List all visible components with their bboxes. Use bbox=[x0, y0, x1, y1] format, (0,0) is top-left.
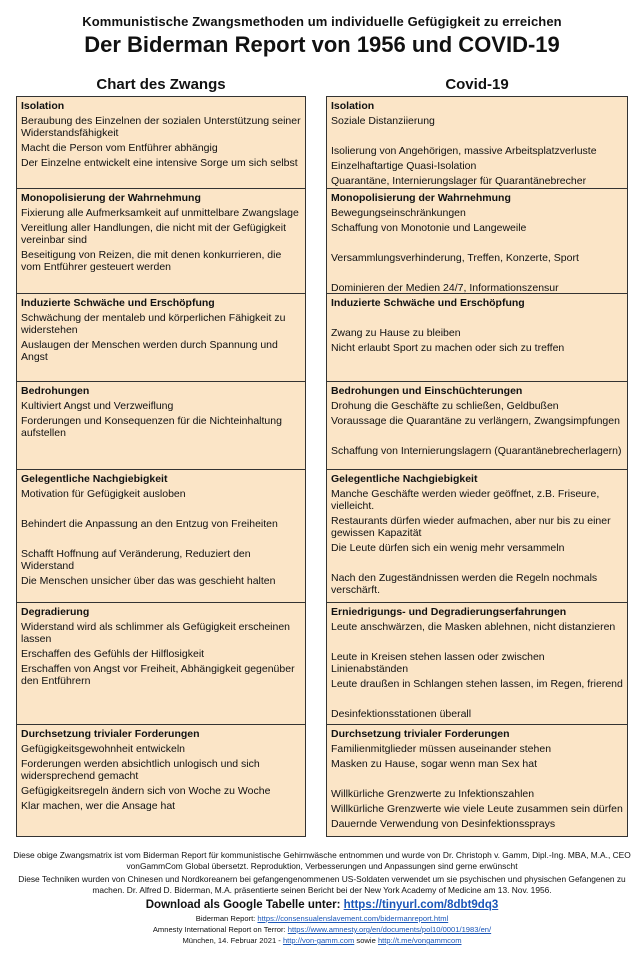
list-item: Leute draußen in Schlangen stehen lassen, im Regen, frierend bbox=[331, 678, 623, 690]
list-item: Schaffung von Internierungslagern (Quarantänebrecherlagern) bbox=[331, 445, 622, 457]
section-threats-left bbox=[16, 381, 306, 469]
list-item: Kultiviert Angst und Verzweiflung bbox=[21, 400, 174, 412]
list-item: Willkürliche Grenzwerte zu Infektionszahlen bbox=[331, 788, 535, 800]
section-title: Gelegentliche Nachgiebigkeit bbox=[331, 473, 478, 485]
reference-label: München, 14. Februar 2021 - bbox=[182, 936, 281, 945]
list-item: Macht die Person vom Entführer abhängig bbox=[21, 142, 218, 154]
list-item: Zwang zu Hause zu bleiben bbox=[331, 327, 461, 339]
section-title: Monopolisierung der Wahrnehmung bbox=[331, 192, 511, 204]
section-weakness-left bbox=[16, 293, 306, 381]
download-line bbox=[10, 899, 634, 911]
list-item: Leute anschwärzen, die Masken ablehnen, nicht distanzieren bbox=[331, 621, 616, 633]
section-indulgence-left bbox=[16, 469, 306, 602]
list-item: Schaffung von Monotonie und Langeweile bbox=[331, 222, 527, 234]
section-trivial-demands-right bbox=[326, 724, 628, 837]
von-gamm-link[interactable]: http://von-gamm.com bbox=[282, 936, 355, 945]
section-title: Induzierte Schwäche und Erschöpfung bbox=[331, 297, 525, 309]
list-item: Restaurants dürfen wieder aufmachen, aber nur bis zu einer gewissen Kapazität bbox=[331, 515, 611, 539]
section-title: Bedrohungen und Einschüchterungen bbox=[331, 385, 523, 397]
list-item: Quarantäne, Internierungslager für Quarantänebrecher bbox=[331, 175, 587, 187]
reference-connector: sowie bbox=[356, 936, 376, 945]
list-item: Nicht erlaubt Sport zu machen oder sich zu treffen bbox=[331, 342, 565, 354]
list-item: Forderungen und Konsequenzen für die Nichteinhaltung aufstellen bbox=[21, 415, 282, 439]
list-item: Versammlungsverhinderung, Treffen, Konzerte, Sport bbox=[331, 252, 579, 264]
reference-amnesty bbox=[10, 924, 634, 935]
biderman-report-link[interactable]: https://consensualenslavement.com/bidermanreport.html bbox=[257, 914, 449, 923]
section-indulgence-right bbox=[326, 469, 628, 602]
list-item: Schafft Hoffnung auf Veränderung, Reduziert den Widerstand bbox=[21, 548, 251, 572]
telegram-link[interactable]: http://t.me/vongammcom bbox=[377, 936, 462, 945]
section-title: Durchsetzung trivialer Forderungen bbox=[21, 728, 200, 740]
section-degradation-right bbox=[326, 602, 628, 724]
section-title: Bedrohungen bbox=[21, 385, 90, 397]
section-threats-right bbox=[326, 381, 628, 469]
list-item: Erschaffen des Gefühls der Hilflosigkeit bbox=[21, 648, 205, 660]
list-item: Motivation für Gefügigkeit ausloben bbox=[21, 488, 186, 500]
right-column-title: Covid-19 bbox=[445, 76, 509, 93]
download-label: Download als Google Tabelle unter: bbox=[145, 899, 341, 911]
section-isolation-left bbox=[16, 96, 306, 188]
section-trivial-demands-left bbox=[16, 724, 306, 837]
list-item: Manche Geschäfte werden wieder geöffnet, z.B. Friseure, vielleicht. bbox=[331, 488, 600, 512]
list-item: Leute in Kreisen stehen lassen oder zwischen Linienabständen bbox=[331, 651, 545, 675]
section-title: Isolation bbox=[21, 100, 65, 112]
download-link[interactable]: https://tinyurl.com/8dbt9dq3 bbox=[343, 899, 499, 911]
header bbox=[0, 0, 644, 58]
list-item: Widerstand wird als schlimmer als Gefügigkeit erscheinen lassen bbox=[21, 621, 291, 645]
list-item: Vereitlung aller Handlungen, die nicht mit der Gefügigkeit vereinbar sind bbox=[21, 222, 286, 246]
section-isolation-right bbox=[326, 96, 628, 188]
page-subtitle: Kommunistische Zwangsmethoden um individuelle Gefügigkeit zu erreichen bbox=[82, 14, 562, 29]
list-item: Fixierung alle Aufmerksamkeit auf unmittelbare Zwangslage bbox=[21, 207, 299, 219]
section-title: Monopolisierung der Wahrnehmung bbox=[21, 192, 201, 204]
footer-translation-note: Diese obige Zwangsmatrix ist vom Biderman Report für kommunistische Gehirnwäsche entnommen und wurde von Dr. Christoph v. Gamm, Dipl.-Ing. MBA, M.A., CEO vonGammCom Global übersetzt. Reproduktion, Verbesserungen und Anpassungen sind gerne erwünscht bbox=[13, 850, 631, 871]
list-item: Soziale Distanziierung bbox=[331, 115, 435, 127]
list-item: Dominieren der Medien 24/7, Informationszensur bbox=[331, 282, 559, 293]
section-title: Durchsetzung trivialer Forderungen bbox=[331, 728, 510, 740]
section-title: Isolation bbox=[331, 100, 375, 112]
list-item: Isolierung von Angehörigen, massive Arbeitsplatzverluste bbox=[331, 145, 597, 157]
list-item: Behindert die Anpassung an den Entzug von Freiheiten bbox=[21, 518, 278, 530]
section-title: Induzierte Schwäche und Erschöpfung bbox=[21, 297, 215, 309]
covid-table bbox=[326, 96, 628, 837]
footer bbox=[10, 850, 634, 946]
section-title: Degradierung bbox=[21, 606, 90, 618]
list-item: Einzelhaftartige Quasi-Isolation bbox=[331, 160, 477, 172]
list-item: Gefügigkeitsgewohnheit entwickeln bbox=[21, 743, 186, 755]
coercion-table bbox=[16, 96, 306, 837]
list-item: Desinfektionsstationen überall bbox=[331, 708, 472, 720]
list-item: Dauernde Verwendung von Desinfektionssprays bbox=[331, 818, 556, 830]
list-item: Die Menschen unsicher über das was geschieht halten bbox=[21, 575, 276, 587]
list-item: Beseitigung von Reizen, die mit denen konkurrieren, die vom Entführer gesteuert werden bbox=[21, 249, 282, 273]
section-perception-right bbox=[326, 188, 628, 293]
section-perception-left bbox=[16, 188, 306, 293]
list-item: Beraubung des Einzelnen der sozialen Unterstützung seiner Widerstandsfähigkeit bbox=[21, 115, 301, 139]
amnesty-report-link[interactable]: https://www.amnesty.org/en/documents/pol10/0001/1983/en/ bbox=[287, 925, 492, 934]
page-title: Der Biderman Report von 1956 und COVID-19 bbox=[84, 32, 560, 57]
list-item: Bewegungseinschränkungen bbox=[331, 207, 466, 219]
footer-history-note: Diese Techniken wurden von Chinesen und Nordkoreanern bei gefangengenommenen US-Soldaten verwendet um sie psychischen und physischen Gefangenen zu machen. Dr. Alfred D. Biderman, M.A. präsentierte seinen Bericht bei der New York Academy of Medicine am 13. Nov. 1956. bbox=[18, 874, 626, 895]
list-item: Familienmitglieder müssen auseinander stehen bbox=[331, 743, 552, 755]
list-item: Auslaugen der Menschen werden durch Spannung und Angst bbox=[21, 339, 278, 363]
list-item: Drohung die Geschäfte zu schließen, Geldbußen bbox=[331, 400, 559, 412]
left-column-title: Chart des Zwangs bbox=[96, 76, 226, 93]
list-item: Forderungen werden absichtlich unlogisch und sich widersprechend gemacht bbox=[21, 758, 260, 782]
list-item: Gefügigkeitsregeln ändern sich von Woche zu Woche bbox=[21, 785, 271, 797]
list-item: Erschaffen von Angst vor Freiheit, Abhängigkeit gegenüber den Entführern bbox=[21, 663, 295, 687]
reference-biderman bbox=[10, 913, 634, 924]
reference-author bbox=[10, 935, 634, 946]
section-weakness-right bbox=[326, 293, 628, 381]
list-item: Willkürliche Grenzwerte wie viele Leute zusammen sein dürfen bbox=[331, 803, 623, 815]
list-item: Klar machen, wer die Ansage hat bbox=[21, 800, 176, 812]
section-degradation-left bbox=[16, 602, 306, 724]
list-item: Der Einzelne entwickelt eine intensive Sorge um sich selbst bbox=[21, 157, 298, 169]
list-item: Nach den Zugeständnissen werden die Regeln nochmals verschärft. bbox=[331, 572, 598, 596]
list-item: Masken zu Hause, sogar wenn man Sex hat bbox=[331, 758, 538, 770]
section-title: Gelegentliche Nachgiebigkeit bbox=[21, 473, 168, 485]
reference-label: Biderman Report: bbox=[195, 914, 256, 923]
list-item: Schwächung der mentaleb und körperlichen Fähigkeit zu widerstehen bbox=[21, 312, 286, 336]
list-item: Die Leute dürfen sich ein wenig mehr versammeln bbox=[331, 542, 565, 554]
reference-label: Amnesty International Report on Terror: bbox=[152, 925, 286, 934]
column-headers bbox=[0, 76, 644, 96]
section-title: Erniedrigungs- und Degradierungserfahrungen bbox=[331, 606, 567, 618]
list-item: Voraussage die Quarantäne zu verlängern, Zwangsimpfungen bbox=[331, 415, 620, 427]
